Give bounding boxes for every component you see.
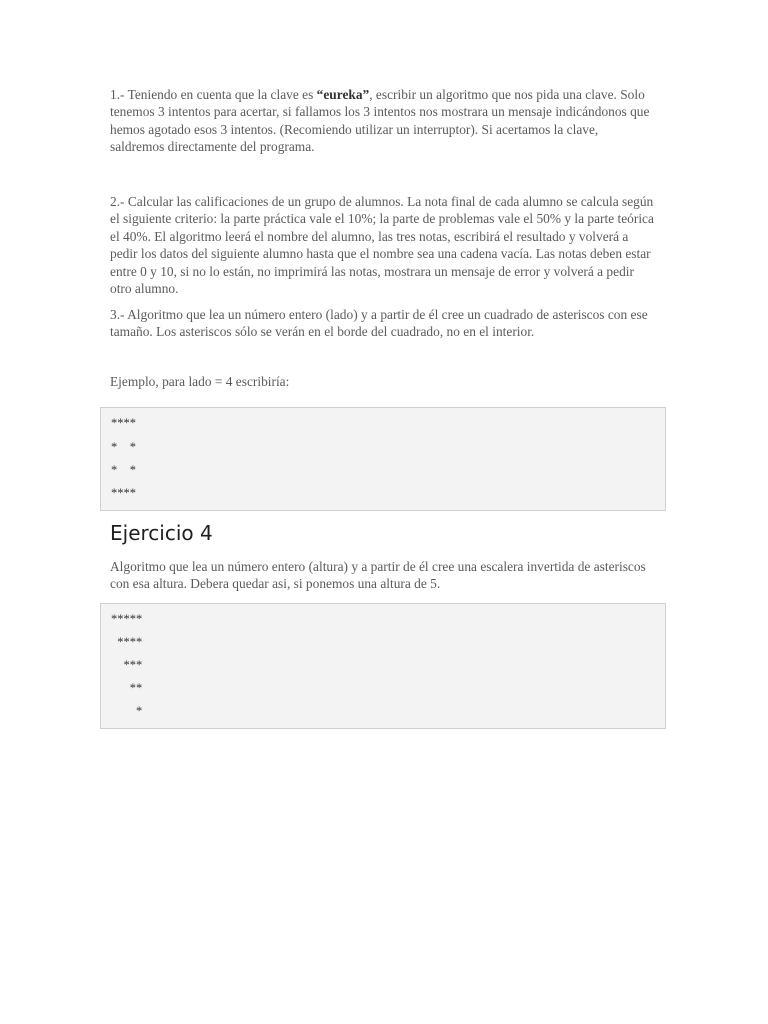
exercise-4-heading: Ejercicio 4 xyxy=(110,521,213,545)
exercise-4-code-block xyxy=(100,603,666,729)
exercise-2-text: 2.- Calcular las calificaciones de un grupo de alumnos. La nota final de cada alumno se calcula según el siguiente criterio: la parte práctica vale el 10%; la parte de problemas vale el 50% y la parte teórica el 40%. El algoritmo leerá el nombre del alumno, las tres notas, escribirá el resultado y volverá a pedir los datos del siguiente alumno hasta que el nombre sea una cadena vacía. Las notas deben estar entre 0 y 10, si no lo están, no imprimirá las notas, mostrara un mensaje de error y volverá a pedir otro alumno. xyxy=(110,194,654,297)
code-line: **** xyxy=(111,486,136,500)
code-line: **** xyxy=(111,635,143,649)
exercise-1-text xyxy=(110,86,655,156)
exercise-3-text: 3.- Algoritmo que lea un número entero (lado) y a partir de él cree un cuadrado de asteriscos con ese tamaño. Los asteriscos sólo se verán en el borde del cuadrado, no en el interior. xyxy=(110,307,648,340)
exercise-4-text: Algoritmo que lea un número entero (altura) y a partir de él cree una escalera invertida de asteriscos con esa altura. Debera quedar asi, si ponemos una altura de 5. xyxy=(110,559,646,592)
code-line: * xyxy=(111,704,143,718)
code-line: **** xyxy=(111,416,136,430)
exercise-3-code-block xyxy=(100,407,666,511)
exercise-1-text-before: 1.- Teniendo en cuenta que la clave es xyxy=(110,87,317,102)
code-line: * * xyxy=(111,463,136,477)
code-line: ***** xyxy=(111,612,143,626)
exercise-1-text-after: , escribir un algoritmo que nos pida una clave. Solo tenemos 3 intentos para acertar, si fallamos los 3 intentos nos mostrara un mensaje indicándonos que hemos agotado esos 3 intentos. (Recomiendo utilizar un interruptor). Si acertamos la clave, saldremos directamente del programa. xyxy=(110,87,650,155)
code-line: * * xyxy=(111,440,136,454)
exercise-3-example-label: Ejemplo, para lado = 4 escribiría: xyxy=(110,374,290,389)
code-line: ** xyxy=(111,681,143,695)
exercise-1-keyword: “eureka” xyxy=(316,87,370,102)
code-line: *** xyxy=(111,658,143,672)
